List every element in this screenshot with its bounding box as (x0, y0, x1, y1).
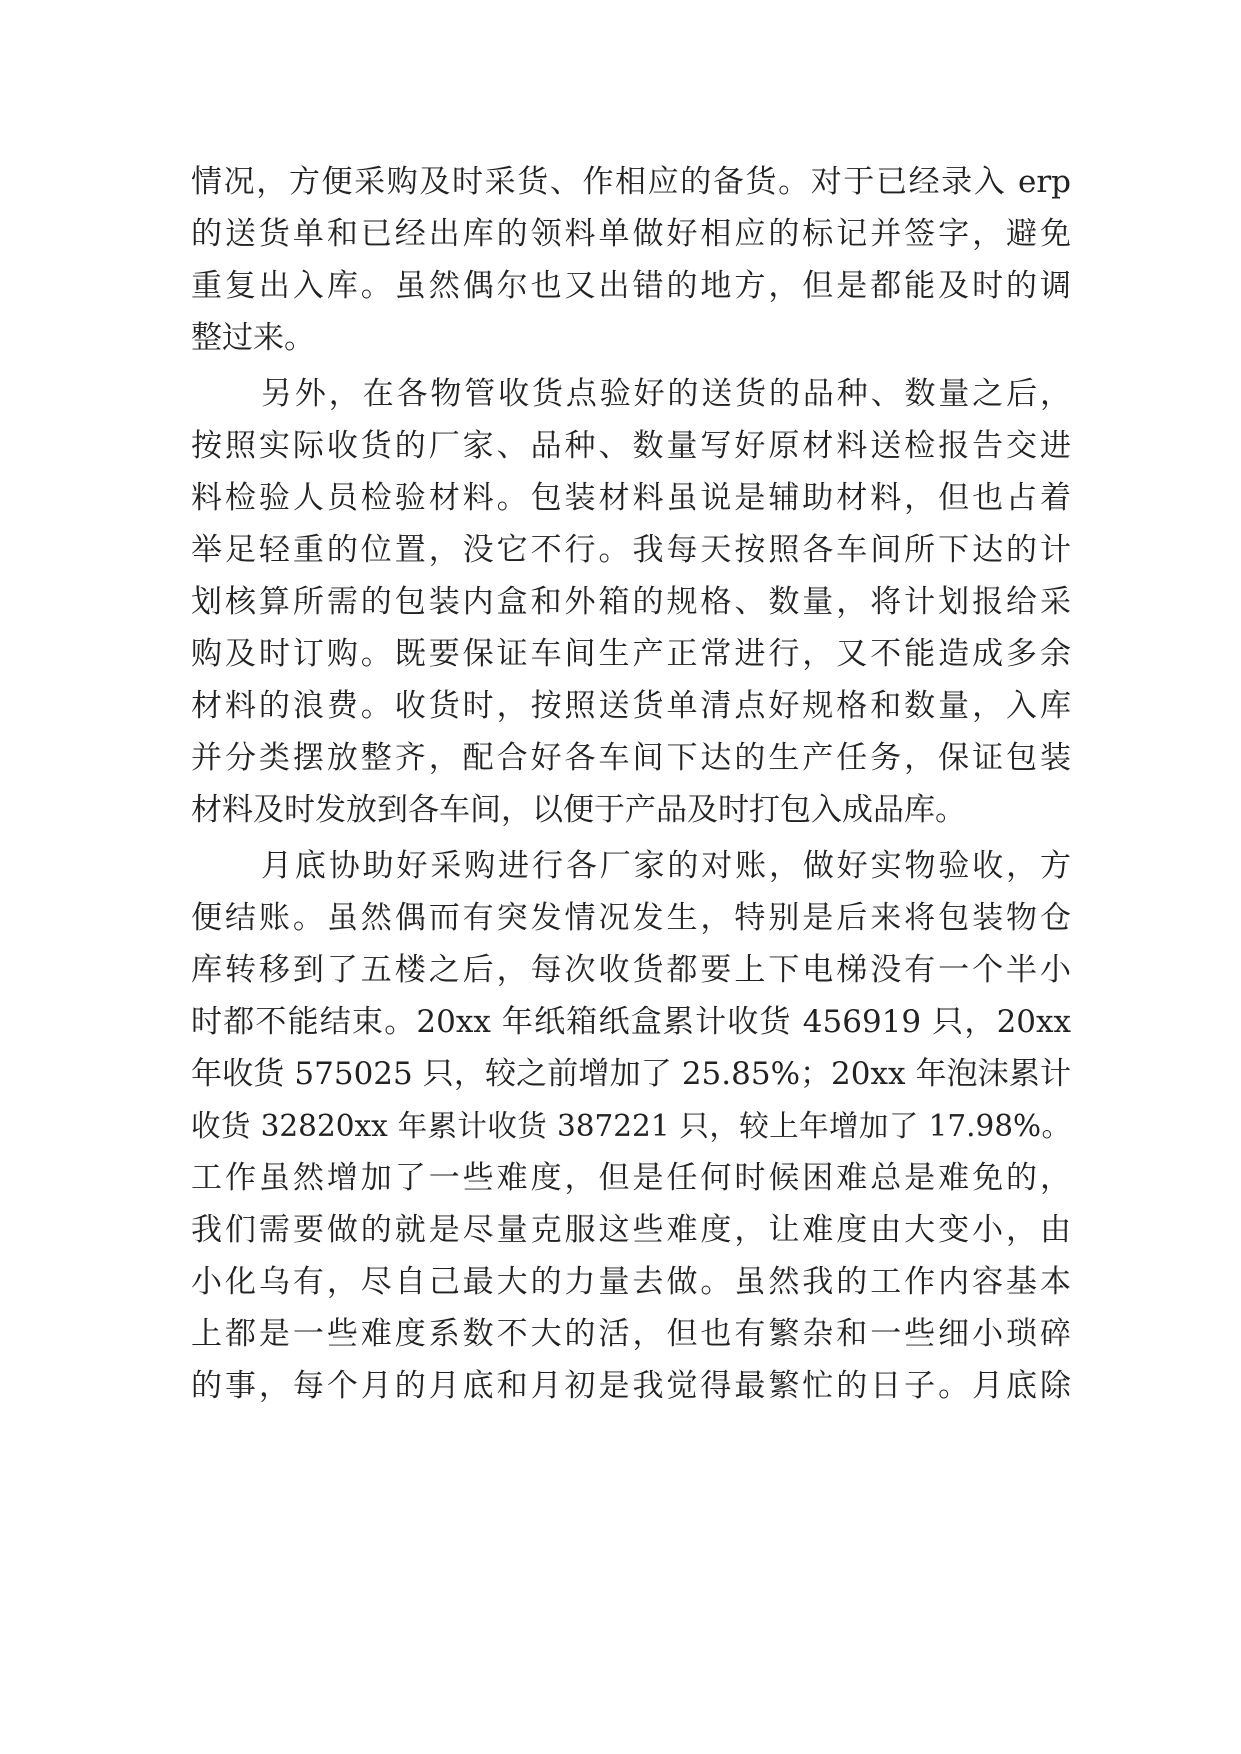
text-line: 材料及时发放到各车间，以便于产品及时打包入成品库。 (191, 792, 966, 828)
text-line: 重复出入库。虽然偶尔也又出错的地方，但是都能及时的调 (191, 268, 1071, 304)
text-line: 划核算所需的包装内盒和外箱的规格、数量，将计划报给采 (191, 584, 1071, 620)
text-line: 时都不能结束。20xx 年纸箱纸盒累计收货 456919 只，20xx (191, 1004, 1071, 1040)
text-line: 按照实际收货的厂家、品种、数量写好原材料送检报告交进 (191, 428, 1071, 464)
text-line: 购及时订购。既要保证车间生产正常进行，又不能造成多余 (191, 636, 1071, 672)
text-line: 整过来。 (191, 320, 315, 356)
text-line: 的送货单和已经出库的领料单做好相应的标记并签字，避免 (191, 216, 1071, 252)
text-line: 工作虽然增加了一些难度，但是任何时候困难总是难免的， (191, 1160, 1071, 1196)
text-line: 小化乌有，尽自己最大的力量去做。虽然我的工作内容基本 (191, 1264, 1071, 1300)
text-line: 材料的浪费。收货时，按照送货单清点好规格和数量，入库 (191, 688, 1071, 724)
text-line: 料检验人员检验材料。包装材料虽说是辅助材料，但也占着 (191, 480, 1071, 516)
paragraph-first-line: 另外，在各物管收货点验好的送货的品种、数量之后， (261, 376, 1071, 412)
text-line: 情况，方便采购及时采货、作相应的备货。对于已经录入 erp (191, 164, 1071, 200)
text-line: 上都是一些难度系数不大的活，但也有繁杂和一些细小琐碎 (191, 1316, 1071, 1352)
text-line: 年收货 575025 只，较之前增加了 25.85%；20xx 年泡沫累计 (191, 1056, 1071, 1092)
text-line: 我们需要做的就是尽量克服这些难度，让难度由大变小，由 (191, 1212, 1071, 1248)
text-line: 的事，每个月的月底和月初是我觉得最繁忙的日子。月底除 (191, 1368, 1071, 1404)
text-line: 并分类摆放整齐，配合好各车间下达的生产任务，保证包装 (191, 740, 1071, 776)
text-line: 库转移到了五楼之后，每次收货都要上下电梯没有一个半小 (191, 952, 1071, 988)
text-line: 便结账。虽然偶而有突发情况发生，特别是后来将包装物仓 (191, 900, 1071, 936)
text-line: 收货 32820xx 年累计收货 387221 只，较上年增加了 17.98%。 (191, 1109, 1071, 1143)
text-line: 举足轻重的位置，没它不行。我每天按照各车间所下达的计 (191, 532, 1071, 568)
paragraph-first-line: 月底协助好采购进行各厂家的对账，做好实物验收，方 (261, 848, 1071, 884)
